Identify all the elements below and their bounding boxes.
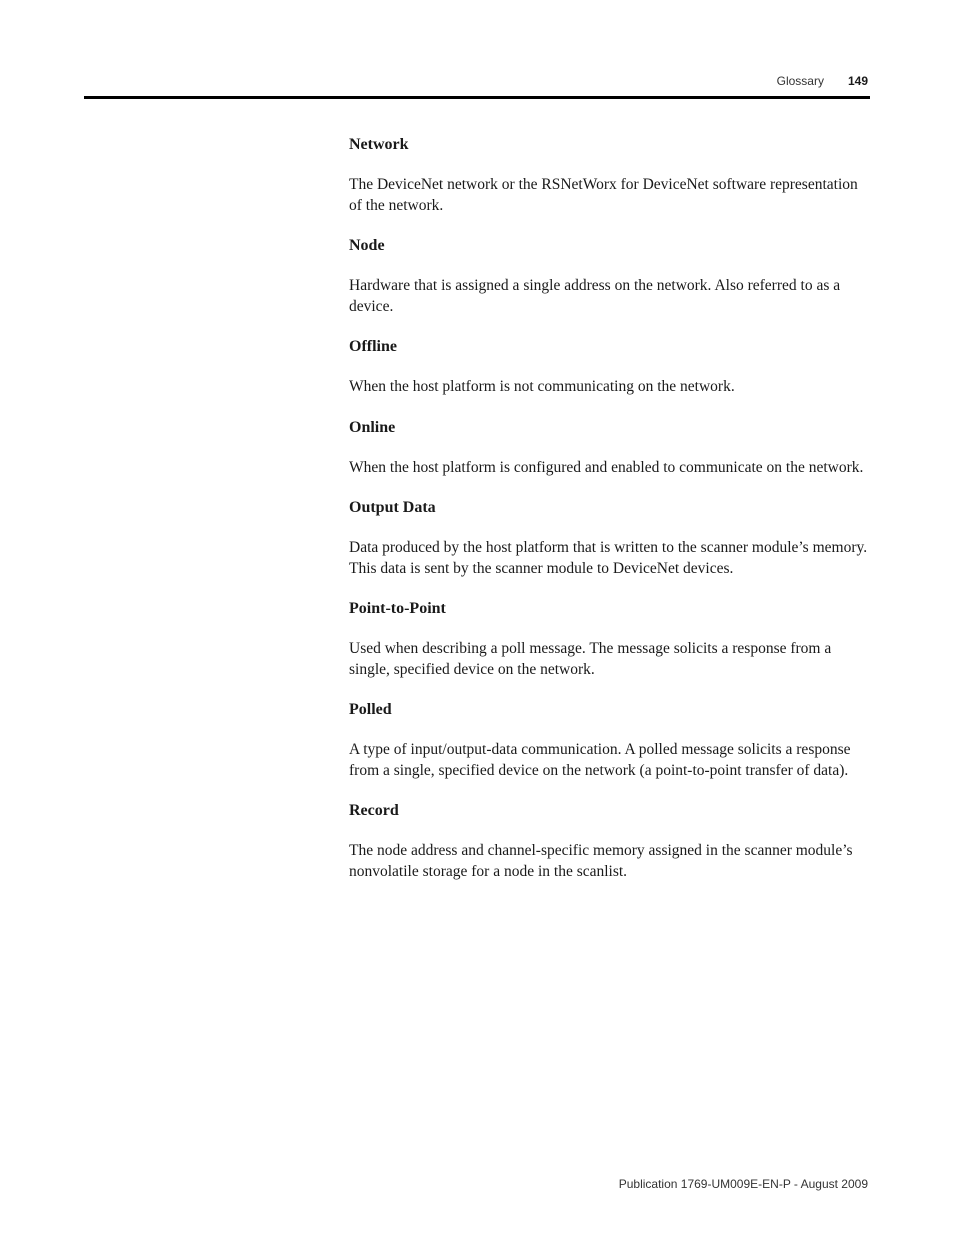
- glossary-definition: When the host platform is configured and enabled to communicate on the network.: [349, 458, 864, 476]
- glossary-definition: When the host platform is not communicating on the network.: [349, 378, 735, 395]
- glossary-term: Record: [349, 802, 399, 819]
- glossary-term: Point-to-Point: [349, 600, 446, 617]
- glossary-entry-online: [349, 417, 871, 479]
- glossary-term: Output Data: [349, 499, 436, 516]
- glossary-definition: Data produced by the host platform that is written to the scanner module’s memory. This data is sent by the scanner module to DeviceNet devices.: [349, 539, 868, 577]
- glossary-entry-node: [349, 235, 871, 317]
- glossary-term: Polled: [349, 701, 392, 718]
- glossary-definition: Used when describing a poll message. The message solicits a response from a single, specified device on the network.: [349, 640, 832, 678]
- glossary-definition: The node address and channel-specific memory assigned in the scanner module’s nonvolatile storage for a node in the scanlist.: [349, 842, 853, 880]
- page-number: 149: [847, 74, 868, 88]
- glossary-definition: A type of input/output-data communication. A polled message solicits a response from a single, specified device on the network (a point-to-point transfer of data).: [349, 741, 851, 779]
- glossary-definition: The DeviceNet network or the RSNetWorx for DeviceNet software representation of the network.: [349, 176, 858, 214]
- glossary-term: Offline: [349, 338, 397, 355]
- header-rule: [84, 96, 870, 99]
- glossary-list: [349, 134, 871, 901]
- glossary-entry-network: [349, 134, 871, 216]
- header-section-name: Glossary: [776, 74, 824, 88]
- running-header: [777, 72, 868, 90]
- publication-footer: Publication 1769-UM009E-EN-P - August 2009: [618, 1177, 868, 1191]
- glossary-entry-offline: [349, 336, 871, 398]
- glossary-entry-output-data: [349, 497, 871, 579]
- glossary-entry-record: [349, 800, 871, 882]
- glossary-term: Online: [349, 418, 396, 436]
- glossary-term: Node: [349, 237, 385, 254]
- glossary-term: Network: [349, 136, 409, 153]
- glossary-entry-point-to-point: [349, 598, 871, 680]
- glossary-entry-polled: [349, 699, 871, 781]
- glossary-definition: Hardware that is assigned a single address on the network. Also referred to as a device.: [349, 277, 841, 315]
